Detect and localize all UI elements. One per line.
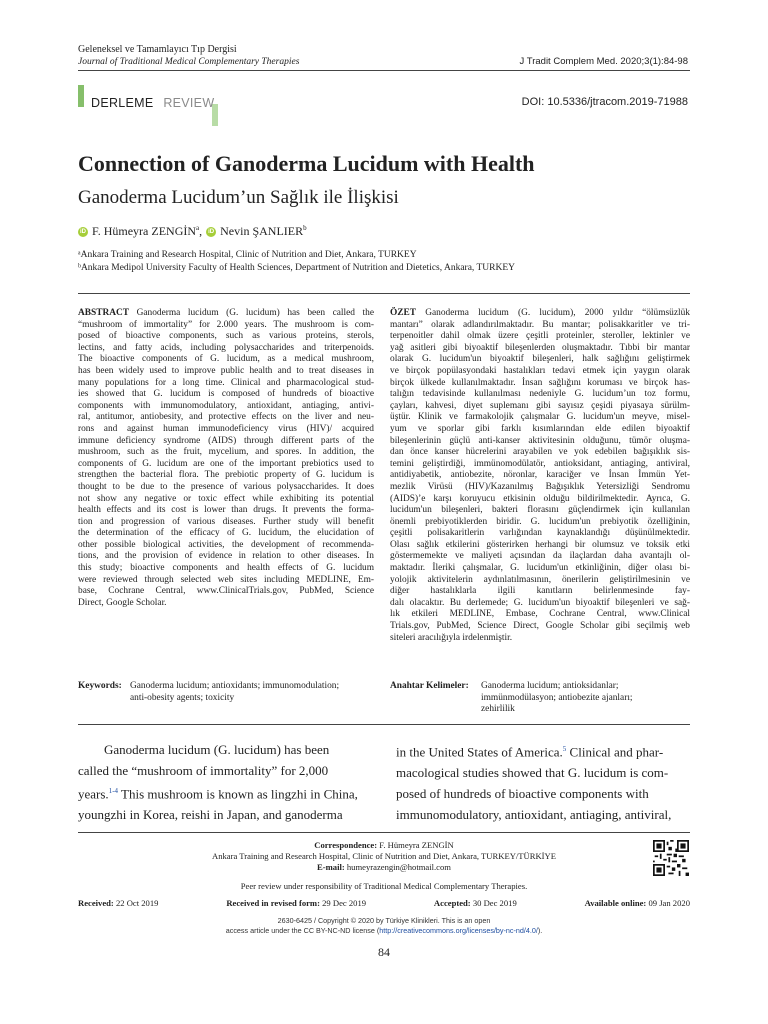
article-dates: Received: 22 Oct 2019 Received in revised form: 29 Dec 2019 Accepted: 30 Dec 2019 Available online: 09 Jan 2020 bbox=[78, 898, 690, 908]
affiliation-a: ᵃAnkara Training and Research Hospital, Clinic of Nutrition and Diet, Ankara, TURKEY bbox=[78, 250, 417, 260]
abstract-line: base, Cochrane Central, www.ClinicalTrials.gov, PubMed, Science bbox=[78, 586, 374, 597]
abstract-heading: ÖZET bbox=[390, 308, 417, 318]
license-link[interactable]: http://creativecommons.org/licenses/by-nc-nd/4.0/ bbox=[379, 926, 538, 935]
abstract-tr bbox=[390, 308, 690, 644]
keywords-text: Ganoderma lucidum; antioksidanlar; immünmodülasyon; antiobezite ajanları; zehirlilik bbox=[481, 681, 633, 715]
abstract-line: health effects and its cost is lower than drugs. It prevents the forma- bbox=[78, 505, 374, 516]
abstract-line: diğer hastalıklarla ilgili kanıtların belirlenmesinde fay- bbox=[390, 586, 690, 597]
article-subtitle: Ganoderma Lucidum’un Sağlık ile İlişkisi bbox=[78, 187, 399, 208]
abstract-line: çeşitli polisakaritlerin varlığından kaynaklandığı düşünülmektedir. bbox=[390, 528, 690, 539]
abstract-line: (AIDS)’e karşı koruyucu etkisinin olduğu bildirilmektedir. Ayrıca, G. bbox=[390, 493, 690, 504]
abstract-bottom-rule bbox=[78, 724, 690, 725]
abstract-line: Olası sağlık etkilerini gösterirken herhangi bir olumsuz ve toksik etki bbox=[390, 539, 690, 550]
article-title: Connection of Ganoderma Lucidum with Health bbox=[78, 151, 535, 176]
abstract-line: lucidum'un bileşenleri, bakteri florasını güçlendirmek için kullanılan bbox=[390, 505, 690, 516]
abstract-line: temini geliştirdiği, immünomodülatör, antioksidant, antiaging, antiviral, bbox=[390, 458, 690, 469]
license-text: 2630-6425 / Copyright © 2020 by Türkiye Klinikleri. This is an open access article under the CC BY-NC-ND license (http://creativecommons.org/licenses/by-nc-nd/4.0/). bbox=[225, 916, 543, 935]
keywords-label: Keywords: bbox=[78, 681, 122, 691]
abstract-line: dalı olacaktır. Bu derlemede; G. lucidum'un biyoaktif bileşenleri ve sağ- bbox=[390, 597, 690, 608]
abstract-line: ABSTRACT Ganoderma lucidum (G. lucidum) has been called the bbox=[78, 308, 374, 318]
category-tr: REVIEW bbox=[163, 96, 215, 110]
abstract-line: many populations for a long time. Clinical and pharmacological stud- bbox=[78, 377, 374, 388]
header-rule bbox=[78, 70, 690, 71]
abstract-line: tion and progression of various diseases. Further study will benefit bbox=[78, 516, 374, 527]
abstract-line: strengthen the bacterial flora. The prebiotic property of G. lucidum is bbox=[78, 470, 374, 481]
abstract-line: lectins, and fatty acids, including polysaccharides and triterpenoids. bbox=[78, 342, 374, 353]
abstract-line: ve birçok popülasyondaki hastalıkları tedavi etmek için yaygın olarak bbox=[390, 365, 690, 376]
abstract-line: this study; bioactive components and health effects of G. lucidum bbox=[78, 563, 374, 574]
abstract-line: lık etkileri MEDLINE, Embase, Cochrane Central, www.Clinical bbox=[390, 609, 690, 620]
category-accent-bar bbox=[78, 85, 84, 107]
keywords-text: Ganoderma lucidum; antioxidants; immunomodulation; anti-obesity agents; toxicity bbox=[130, 681, 340, 703]
abstract-line: components of G. lucidum are one of the important prebiotics used to bbox=[78, 458, 374, 469]
abstract-line: has been widely used to improve public health and to treat diseases in bbox=[78, 365, 374, 376]
abstract-line: olarak G. lucidum'un biyoaktif bileşenleri, halk sağlığını geliştirmek bbox=[390, 354, 690, 365]
abstract-line: önemli prebiyotiklerden biridir. G. lucidum'un prebiyotik özelliğinin, bbox=[390, 516, 690, 527]
journal-name-en: Journal of Traditional Medical Complementary Therapies bbox=[78, 57, 300, 67]
abstract-line: terpenoitler dahil olmak üzere çeşitli proteinler, steroller, lektinler ve bbox=[390, 331, 690, 342]
qr-code-icon bbox=[653, 840, 689, 876]
abstract-line: rons and against human immunodeficiency virus (HIV)/ acquired bbox=[78, 423, 374, 434]
abstract-top-rule bbox=[78, 293, 690, 294]
abstract-line: the determination of the efficacy of G. lucidum, the elucidation of bbox=[78, 528, 374, 539]
abstract-line: yolojik aktivitelerin aydınlatılmasının, önerilerin geliştirilmesinin ve bbox=[390, 574, 690, 585]
email-link[interactable]: humeyrazengin@hotmail.com bbox=[346, 862, 451, 872]
abstract-line: mezlik Virüsü (HIV)/Kazanılmış Bağışıklık Yetersizliği Sendromu bbox=[390, 481, 690, 492]
abstract-line: mushroom, such as the fruit, mycelium, and spores. In addition, the bbox=[78, 447, 374, 458]
peer-review-note: Peer review under responsibility of Traditional Medical Complementary Therapies. bbox=[240, 881, 528, 891]
footer-rule bbox=[78, 832, 690, 833]
abstract-line: ÖZET Ganoderma lucidum (G. lucidum), 2000 yıldır “ölümsüzlük bbox=[390, 308, 690, 318]
abstract-line: “mushroom of immortality” for 2.000 years. The mushroom is com- bbox=[78, 319, 374, 330]
abstract-line: üştür. Klinik ve farmakolojik çalışmalar G. lucidum'un meyve, misel- bbox=[390, 412, 690, 423]
abstract-line: components with immunomodulatory, antioxidant, antiaging, antivi- bbox=[78, 400, 374, 411]
page-number: 84 bbox=[378, 945, 390, 959]
abstract-line: maktadır. İleriki çalışmalar, G. lucidum'un etkinliğinin, diğer olası bi- bbox=[390, 563, 690, 574]
keywords-label: Anahtar Kelimeler: bbox=[390, 681, 469, 691]
author-name[interactable]: F. Hümeyra ZENGİN$^a$, bbox=[92, 224, 203, 238]
abstract-line: posed of bioactive components, such as various proteins, sterols, bbox=[78, 331, 374, 342]
journal-name-tr: Geleneksel ve Tamamlayıcı Tıp Dergisi bbox=[78, 44, 237, 55]
abstract-line: were reviewed through selected web sites including MEDLINE, Em- bbox=[78, 574, 374, 585]
citation: J Tradit Complem Med. 2020;3(1):84-98 bbox=[519, 56, 688, 67]
orcid-icon[interactable]: iD bbox=[80, 228, 86, 235]
abstract-line: immune deficiency syndrome (AIDS) through different parts of the bbox=[78, 435, 374, 446]
abstract-line: other possible biological activities, the development of recommenda- bbox=[78, 539, 374, 550]
category-en: DERLEME bbox=[91, 96, 154, 110]
author-list bbox=[78, 224, 307, 239]
abstract-line: talığın tedavisinde kullanılması nedeniyle G. lucidum’un toz formu, bbox=[390, 389, 690, 400]
keywords-en bbox=[78, 681, 374, 703]
abstract-line: birçok ülkede kullanılmaktadır. İnsan sağlığını koruması ve birçok has- bbox=[390, 377, 690, 388]
abstract-line: siteleri aracılığıyla irdelenmiştir. bbox=[390, 632, 513, 643]
abstract-line: Direct, Google Scholar. bbox=[78, 597, 167, 608]
abstract-line: göstermemekte ve maliyeti açısından da ilaçlardan daha avantajlı ol- bbox=[390, 551, 690, 562]
abstract-line: Trials.gov, PubMed, Science Direct, Google Scholar gibi seçilmiş web bbox=[390, 621, 690, 632]
abstract-en bbox=[78, 308, 374, 609]
abstract-line: dan önce kanser hücrelerini arayabilen ve yok edebilen bağışıklık sis- bbox=[390, 447, 690, 458]
orcid-icon[interactable]: iD bbox=[208, 228, 215, 235]
abstract-line: çayları, kahvesi, diyet suplemanı gibi sayısız çeşidi piyasaya sürülm- bbox=[390, 400, 690, 411]
abstract-line: yum ve sporlar gibi farklı kısımlarından elde edilen biyoaktif bbox=[390, 423, 690, 434]
abstract-line: ral, antitumor, antiobesity, and protective effects on the liver and neu- bbox=[78, 412, 374, 423]
abstract-line: not show any negative or toxic effect while exhibiting its potential bbox=[78, 493, 374, 504]
abstract-line: thought to be due to the presence of various polysaccharides. It does bbox=[78, 481, 374, 492]
abstract-line: The bioactive components of G. lucidum, as a medical mushroom, bbox=[78, 354, 374, 365]
abstract-line: antidiyabetik, antiobezite, nöronlar, karaciğer ve İnsan İmmün Yet- bbox=[390, 470, 690, 481]
abstract-line: bileşenlerinin güçlü anti-kanser aktivitesinin olduğunu, tümör oluşma- bbox=[390, 435, 690, 446]
affiliation-b: ᵇAnkara Medipol University Faculty of Health Sciences, Department of Nutrition and Dietetics, Ankara, TURKEY bbox=[78, 263, 516, 273]
abstract-line: mantarı” olarak adlandırılmaktadır. Bu mantar; polisakkaritler ve tri- bbox=[390, 319, 690, 330]
abstract-line: yağ asitleri gibi biyoaktif bileşenlerden oluşmaktadır. Tıbbi bir mantar bbox=[390, 342, 690, 353]
body-column-left: Ganoderma lucidum (G. lucidum) has been called the “mushroom of immortality” for 2,000 years.$^{1-4}$ This mushroom is known as lingzhi in China, youngzhi in Korea, reishi in Japan, and ganoderma bbox=[78, 742, 358, 823]
doi[interactable]: DOI: 10.5336/jtracom.2019-71988 bbox=[521, 96, 688, 108]
article-category bbox=[91, 96, 214, 110]
body-column-right: in the United States of America.$^5$ Clinical and phar- macological studies showed that G. lucidum is com- posed of hundreds of bioactive components with immunomodulatory, antioxidant, antiaging, antiviral, bbox=[396, 744, 672, 823]
abstract-line: tions, and the provision of evidence in relation to other diseases. In bbox=[78, 551, 374, 562]
correspondence: Correspondence: F. Hümeyra ZENGİN Ankara Training and Research Hospital, Clinic of Nutrition and Diet, Ankara, TURKEY/TÜRKİYE E-mail: humeyrazengin@hotmail.com bbox=[211, 840, 556, 872]
abstract-line: ies showed that G. lucidum is composed of hundreds of bioactive bbox=[78, 389, 374, 400]
abstract-heading: ABSTRACT bbox=[78, 308, 130, 318]
author-name[interactable]: Nevin ŞANLIER$^b$ bbox=[220, 224, 307, 238]
keywords-tr bbox=[390, 681, 690, 715]
